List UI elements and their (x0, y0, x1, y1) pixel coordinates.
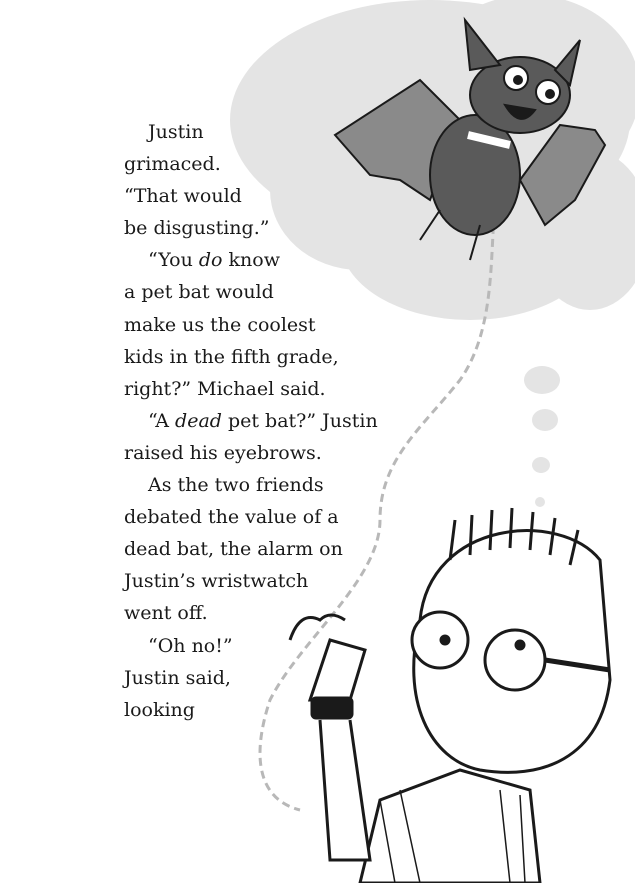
text-segment: raised his eyebrows. (124, 441, 322, 464)
text-segment: “That would (124, 185, 242, 208)
text-segment: “Oh no!” (148, 634, 233, 657)
text-line (124, 341, 378, 373)
text-segment: As the two friends (148, 474, 324, 497)
text-line (124, 501, 378, 533)
text-line (124, 597, 378, 629)
text-segment: kids in the fifth grade, (124, 345, 339, 368)
text-segment: Justin (148, 121, 204, 143)
text-segment: dead bat, the alarm on (124, 538, 343, 561)
text-segment: right?” Michael said. (124, 377, 326, 400)
text-segment: grimaced. (124, 153, 221, 176)
text-line (124, 116, 378, 148)
text-segment: “You (148, 249, 199, 272)
text-line (124, 694, 378, 726)
text-line (124, 180, 378, 212)
text-line (124, 373, 378, 405)
text-segment: know (222, 249, 280, 272)
text-line (124, 276, 378, 308)
text-segment: Justin’s wristwatch (124, 570, 309, 593)
text-line (124, 244, 378, 276)
text-line (124, 533, 378, 565)
story-text (124, 116, 378, 726)
text-line (124, 309, 378, 341)
text-segment: make us the coolest (124, 313, 316, 336)
text-line (124, 565, 378, 597)
text-segment: went off. (124, 602, 208, 625)
text-segment: debated the value of a (124, 506, 339, 529)
text-segment: a pet bat would (124, 281, 274, 304)
emphasis-text: dead (175, 409, 222, 432)
text-line (124, 405, 378, 437)
text-segment: “A (148, 409, 176, 432)
text-line (124, 469, 378, 501)
text-line (124, 212, 378, 244)
text-segment: Justin said, (124, 666, 231, 689)
text-line (124, 437, 378, 469)
emphasis-text: do (198, 249, 223, 272)
text-line (124, 148, 378, 180)
text-segment: be disgusting.” (124, 217, 270, 240)
text-segment: looking (124, 698, 195, 721)
text-line (124, 630, 378, 662)
text-line (124, 662, 378, 694)
text-segment: pet bat?” Justin (221, 409, 378, 432)
